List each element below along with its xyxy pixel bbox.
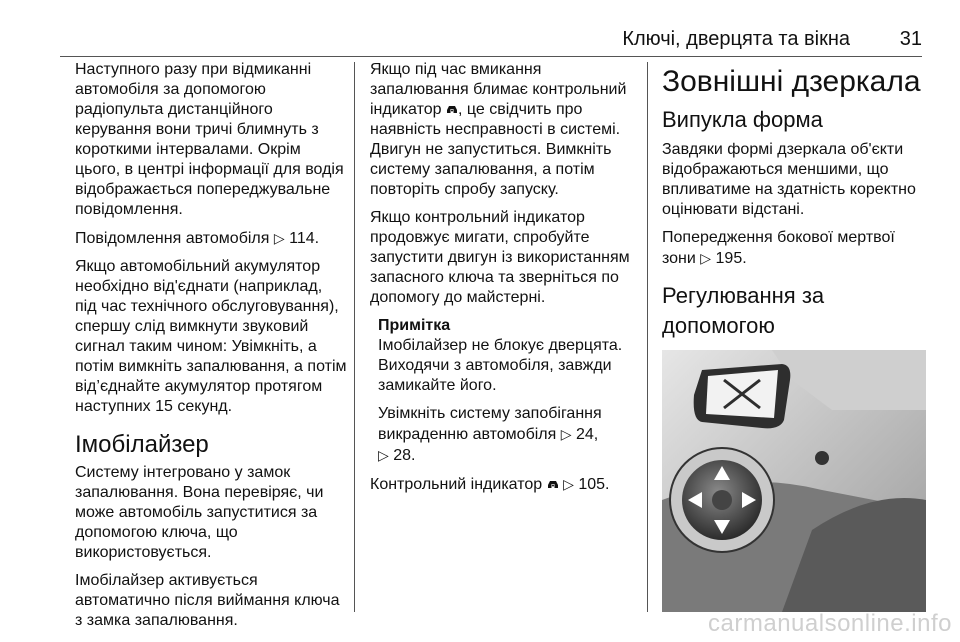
- note-box: [378, 316, 635, 466]
- paragraph: Якщо автомобільний акумулятор необхідно від'єднати (наприклад, під час технічного обслуговування), спершу слід вимкнути звуковий сигнал таким чином: Увімкніть, а потім вимкніть запалювання, а потім від’єднайте акумулятор протягом наступних 15 секунд.: [75, 258, 347, 415]
- paragraph: Якщо контрольний індикатор продовжує мигати, спробуйте запустити двигун із використанням запасного ключа та зверніться по допомогу до майстерні.: [370, 209, 630, 306]
- fold-button-icon: [815, 451, 829, 465]
- page-ref[interactable]: 28.: [393, 447, 416, 464]
- reference-arrow-icon: ▷: [378, 447, 389, 463]
- paragraph: Імобілайзер активується автоматично після виймання ключа з замка запалювання.: [75, 572, 340, 629]
- ref-text: Увімкніть систему запобігання викраденню автомобіля: [378, 405, 602, 443]
- paragraph-ref: [75, 228, 347, 249]
- ref-text: Повідомлення автомобіля: [75, 230, 270, 247]
- text-part: , це свідчить про наявність несправності в системі. Двигун не запуститься. Вимкніть систему запалювання, а потім повторіть спробу запуску.: [370, 101, 621, 198]
- paragraph: [370, 60, 635, 200]
- page-ref[interactable]: 195.: [715, 250, 747, 267]
- reference-arrow-icon: ▷: [273, 230, 285, 246]
- page-ref[interactable]: 105.: [578, 476, 610, 493]
- paragraph-ref: [662, 228, 930, 269]
- column-2: [370, 60, 635, 503]
- column-1: [75, 60, 347, 639]
- paragraph: Завдяки формі дзеркала об'єкти відображаються меншими, що впливатиме на здатність коректно оцінювати відстані.: [662, 141, 916, 218]
- page-ref[interactable]: 24,: [575, 426, 599, 443]
- column-divider-2: [647, 62, 648, 612]
- paragraph-ref: [370, 474, 635, 495]
- reference-arrow-icon: ▷: [560, 426, 572, 442]
- reference-arrow-icon: ▷: [700, 250, 712, 266]
- page-ref[interactable]: 114.: [289, 230, 320, 247]
- note-paragraph: Імобілайзер не блокує дверцята. Виходячи з автомобіля, завжди замикайте його.: [378, 337, 623, 394]
- text-part: Якщо під час вмикання запалювання блимає контрольний індикатор: [370, 61, 627, 118]
- column-3: [662, 60, 930, 381]
- reference-arrow-icon: ▷: [563, 476, 574, 492]
- note-title: Примітка: [378, 317, 451, 334]
- exterior-mirrors-heading: Зовнішні дзеркала: [662, 65, 921, 98]
- paragraph: Наступного разу при відмиканні автомобіля за допомогою радіопульта дистанційного керування вони тричі блимнуть з короткими інтервалами. Окрім цього, в центрі інформації для водія відображається попереджувальне повідомлення.: [75, 61, 344, 218]
- mirror-control-illustration: [662, 350, 926, 612]
- header-divider: [60, 56, 922, 57]
- convex-shape-subheading: Випукла форма: [662, 107, 823, 132]
- ref-text: Контрольний індикатор: [370, 476, 543, 493]
- page-header: [60, 28, 922, 56]
- immobilizer-heading: Імобілайзер: [75, 431, 209, 458]
- heading-line: допомогою: [662, 313, 775, 338]
- note-paragraph-ref: [378, 404, 635, 466]
- page-number: 31: [899, 28, 922, 50]
- watermark: carmanualsonline.info: [708, 610, 952, 637]
- section-title: Ключі, дверцята та вікна: [622, 28, 850, 50]
- paragraph: Систему інтегровано у замок запалювання. Вона перевіряє, чи може автомобіль запуститися за допомогою ключа, що використовується.: [75, 464, 324, 561]
- immobilizer-indicator-icon: [446, 103, 458, 115]
- heading-line: Регулювання за: [662, 283, 825, 308]
- immobilizer-indicator-icon: [547, 478, 559, 490]
- mirror-glass-icon: [694, 364, 791, 428]
- column-divider-1: [354, 62, 355, 612]
- ref-text: Попередження бокової мертвої зони: [662, 229, 895, 267]
- mirror-adjust-knob-icon: [670, 448, 774, 552]
